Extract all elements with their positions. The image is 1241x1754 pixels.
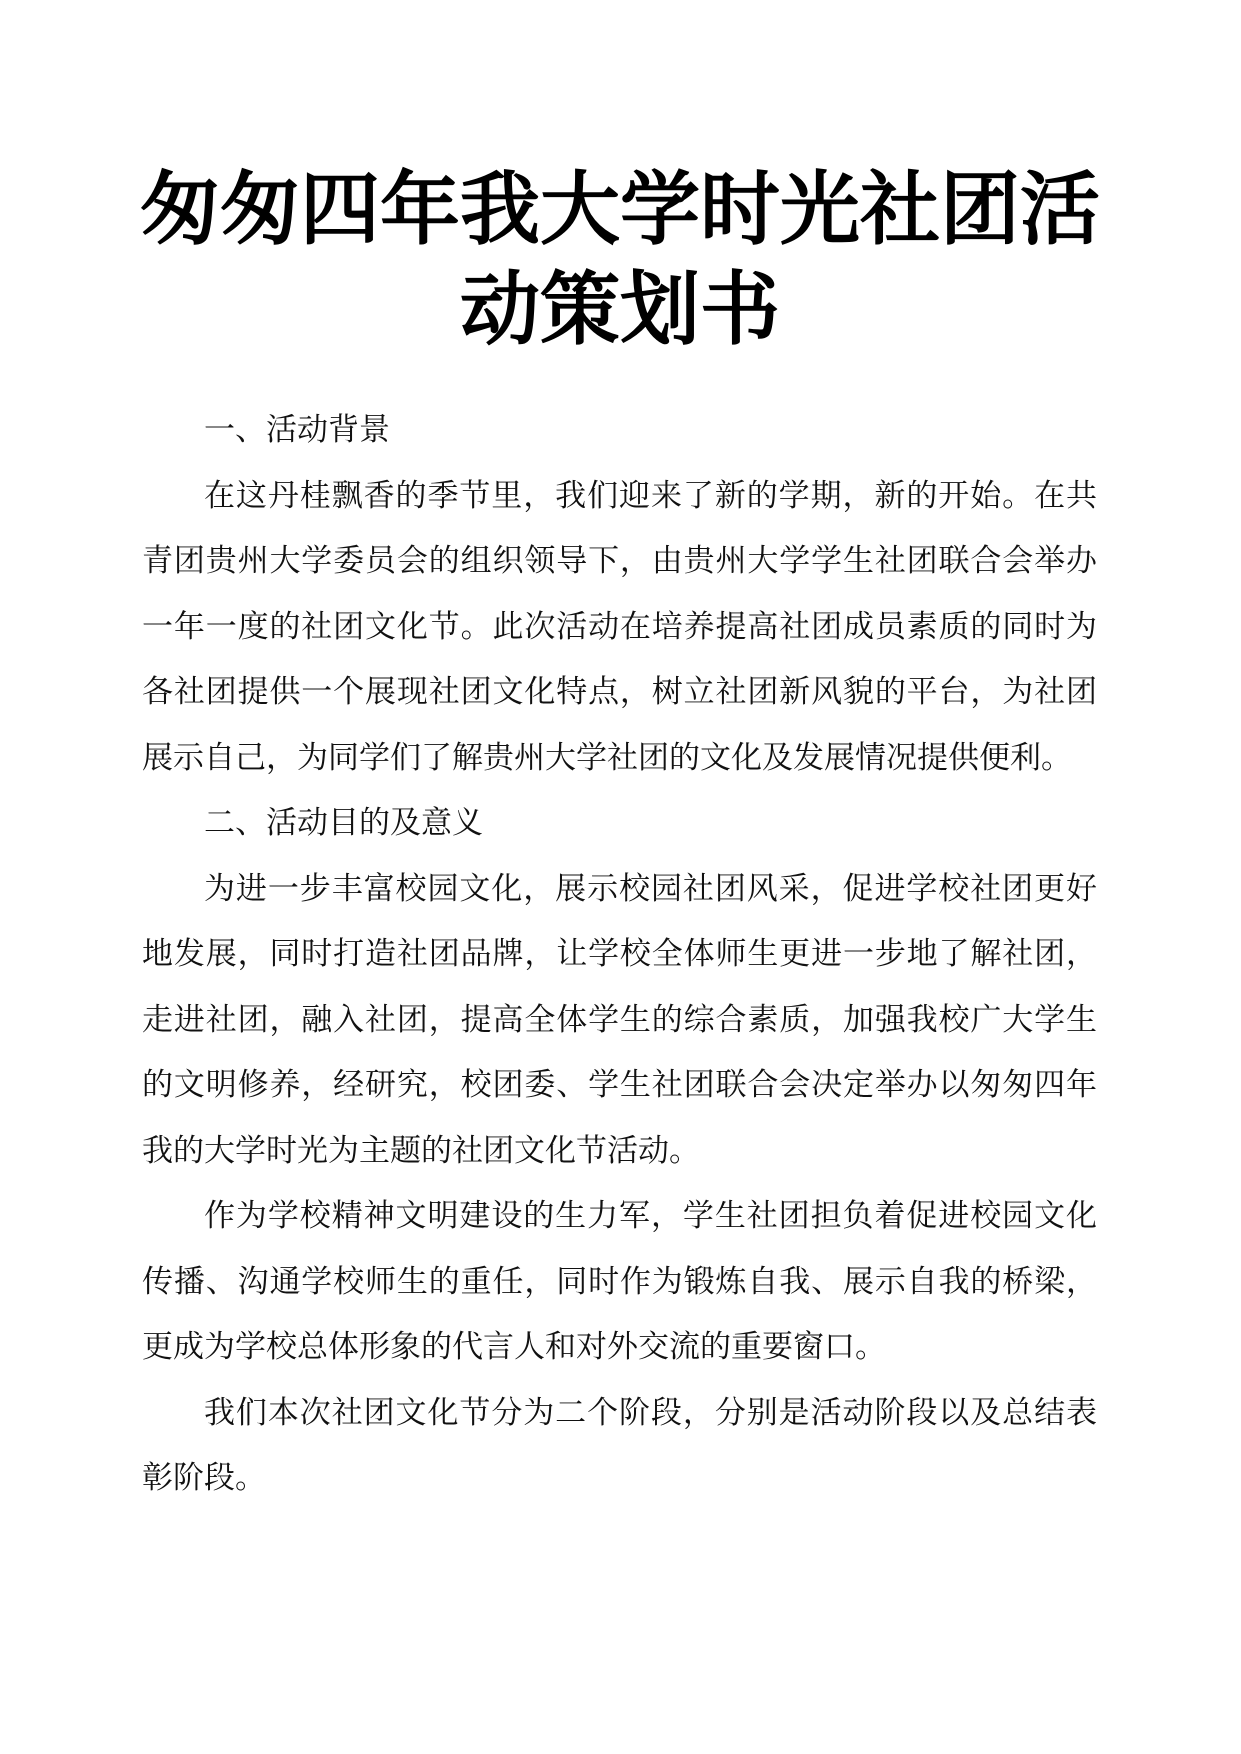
paragraph-purpose: 为进一步丰富校园文化，展示校园社团风采，促进学校社团更好地发展，同时打造社团品牌，让学校全体师生更进一步地了解社团，走进社团，融入社团，提高全体学生的综合素质，加强我校广大学生的文明修养，经研究，校团委、学生社团联合会决定举办以匆匆四年我的大学时光为主题的社团文化节活动。 [142,870,1097,1169]
document-title [140,160,1100,360]
section-heading-background: 一、活动背景 [204,412,390,448]
paragraph-stages: 我们本次社团文化节分为二个阶段，分别是活动阶段以及总结表彰阶段。 [142,1394,1097,1496]
document-body [142,398,1097,1512]
title-line: 匆匆四年我大学时光社团活动策划书 [140,163,1100,356]
paragraph-background: 在这丹桂飘香的季节里，我们迎来了新的学期，新的开始。在共青团贵州大学委员会的组织领导下，由贵州大学学生社团联合会举办一年一度的社团文化节。此次活动在培养提高社团成员素质的同时为各社团提供一个展现社团文化特点，树立社团新风貌的平台，为社团展示自己，为同学们了解贵州大学社团的文化及发展情况提供便利。 [142,477,1097,776]
paragraph-role: 作为学校精神文明建设的生力军，学生社团担负着促进校园文化传播、沟通学校师生的重任，同时作为锻炼自我、展示自我的桥梁，更成为学校总体形象的代言人和对外交流的重要窗口。 [142,1198,1097,1365]
section-heading-purpose: 二、活动目的及意义 [204,805,483,841]
